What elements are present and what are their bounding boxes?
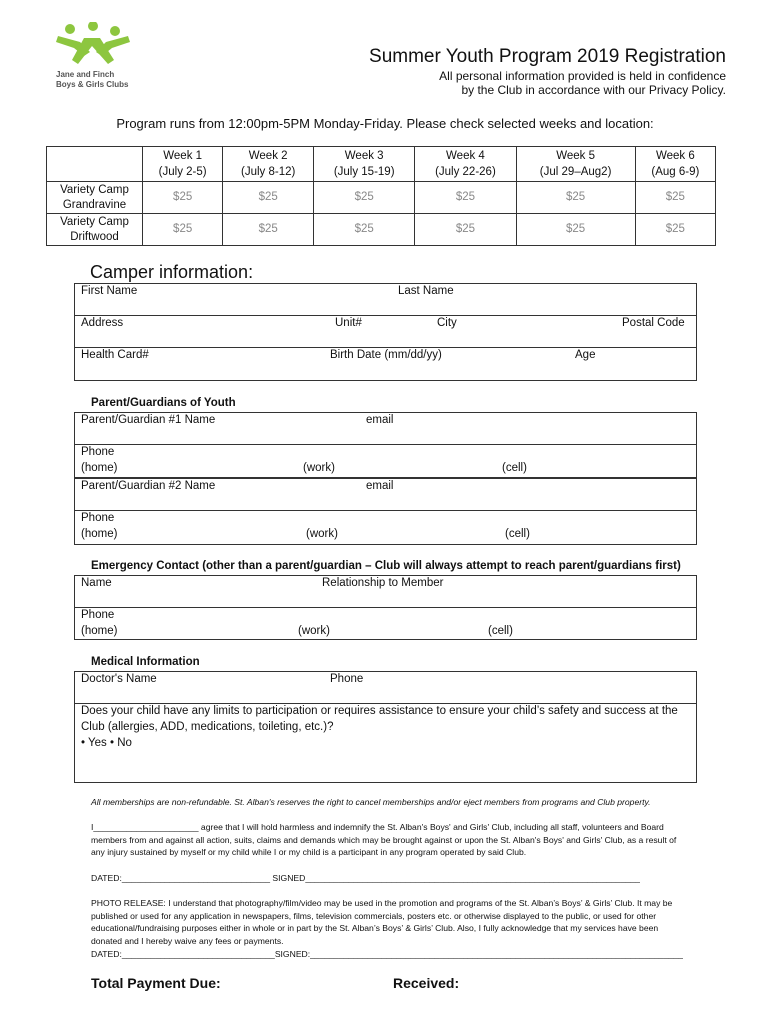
divider bbox=[74, 510, 697, 511]
doctor-phone-field[interactable]: Phone bbox=[330, 673, 364, 685]
total-payment-label: Total Payment Due: bbox=[91, 975, 221, 991]
emergency-home-phone-field[interactable]: (home) bbox=[81, 625, 118, 637]
week-2-header: Week 2 (July 8-12) bbox=[223, 147, 314, 182]
emergency-cell-phone-field[interactable]: (cell) bbox=[488, 625, 513, 637]
postal-code-field[interactable]: Postal Code bbox=[622, 317, 685, 329]
guardian-2-phone-label: Phone bbox=[81, 512, 115, 524]
price-cell[interactable]: $25 bbox=[314, 214, 415, 246]
week-6-header: Week 6 (Aug 6-9) bbox=[635, 147, 715, 182]
price-cell[interactable]: $25 bbox=[635, 182, 715, 214]
non-refundable-note: All memberships are non-refundable. St. Alban's reserves the right to cancel memberships and/or eject members from programs and Club property. bbox=[91, 797, 651, 807]
guardian-2-cell-phone-field[interactable]: (cell) bbox=[505, 528, 530, 540]
medical-question-line-1: Does your child have any limits to participation or requires assistance to ensure your child’s safety and success at the bbox=[81, 705, 678, 717]
logo-line-2: Boys & Girls Clubs bbox=[56, 80, 129, 89]
emergency-heading: Emergency Contact (other than a parent/guardian – Club will always attempt to reach parent/guardians first) bbox=[91, 560, 681, 572]
guardian-2-work-phone-field[interactable]: (work) bbox=[306, 528, 338, 540]
price-cell[interactable]: $25 bbox=[143, 182, 223, 214]
city-field[interactable]: City bbox=[437, 317, 457, 329]
guardian-1-name-field[interactable]: Parent/Guardian #1 Name bbox=[81, 414, 216, 426]
waiver-text: I______________________ agree that I will hold harmless and indemnify the St. Alban's Boys' and Girls' Club, including all staff, volunteers and Board members from and against all action, suits, claims and demands which may be brought against or upon the St. Alban's Boys' and Girls' Club, as a result of any injury sustained by myself or my child while I or my child is a participant in any program operated by said Club. bbox=[91, 822, 677, 857]
health-card-field[interactable]: Health Card# bbox=[81, 349, 149, 361]
weeks-header-row bbox=[47, 147, 716, 182]
week-5-header: Week 5 (Jul 29–Aug2) bbox=[516, 147, 635, 182]
divider bbox=[74, 703, 697, 704]
week-1-header: Week 1 (July 2-5) bbox=[143, 147, 223, 182]
received-label: Received: bbox=[393, 975, 460, 991]
divider bbox=[74, 444, 697, 445]
emergency-phone-label: Phone bbox=[81, 609, 115, 621]
driftwood-row bbox=[47, 214, 716, 246]
unit-field[interactable]: Unit# bbox=[335, 317, 362, 329]
camper-info-box bbox=[74, 283, 697, 381]
form-title: Summer Youth Program 2019 Registration bbox=[369, 46, 726, 67]
divider bbox=[74, 607, 697, 608]
guardian-1-phone-label: Phone bbox=[81, 446, 115, 458]
guardian-2-home-phone-field[interactable]: (home) bbox=[81, 528, 118, 540]
yes-no-options[interactable]: • Yes • No bbox=[81, 737, 132, 749]
divider bbox=[74, 477, 697, 479]
medical-question-line-2: Club (allergies, ADD, medications, toileting, etc.)? bbox=[81, 721, 334, 733]
guardian-1-work-phone-field[interactable]: (work) bbox=[303, 462, 335, 474]
first-name-field[interactable]: First Name bbox=[81, 285, 138, 297]
week-3-header: Week 3 (July 15-19) bbox=[314, 147, 415, 182]
weeks-table bbox=[46, 146, 716, 246]
price-cell[interactable]: $25 bbox=[415, 182, 516, 214]
doctor-name-field[interactable]: Doctor's Name bbox=[81, 673, 157, 685]
photo-release-text: PHOTO RELEASE: I understand that photography/film/video may be used in the promotion and programs of the St. Alban’s Boys’ & Girls’ Club. It may be published or used for any application in newspapers, films, television commercials, posters etc. or otherwise displayed to the public, or used for other educational/fundraising purposes either in whole or in part by the St. Alban’s Boys’ & Girls’ Club. Also, I fully acknowledge that my services have been donated and I hereby waive any fees or payments. bbox=[91, 898, 673, 946]
medical-heading: Medical Information bbox=[91, 656, 200, 668]
emergency-relationship-field[interactable]: Relationship to Member bbox=[322, 577, 444, 589]
price-cell[interactable]: $25 bbox=[635, 214, 715, 246]
camper-info-heading: Camper information: bbox=[90, 262, 254, 282]
logo-line-1: Jane and Finch bbox=[56, 70, 115, 79]
guardian-1-home-phone-field[interactable]: (home) bbox=[81, 462, 118, 474]
price-cell[interactable]: $25 bbox=[516, 214, 635, 246]
privacy-note-line-2: by the Club in accordance with our Privacy Policy. bbox=[461, 83, 726, 97]
divider bbox=[74, 347, 697, 348]
price-cell[interactable]: $25 bbox=[415, 214, 516, 246]
guardians-heading: Parent/Guardians of Youth bbox=[91, 397, 236, 409]
price-cell[interactable]: $25 bbox=[223, 182, 314, 214]
dated-signed-line-2[interactable]: DATED:________________________________SIGNED:______________________________________________________________________________ bbox=[91, 949, 683, 959]
address-field[interactable]: Address bbox=[81, 317, 124, 329]
program-runs-text: Program runs from 12:00pm-5PM Monday-Friday. Please check selected weeks and location: bbox=[116, 116, 654, 131]
price-cell[interactable]: $25 bbox=[143, 214, 223, 246]
club-logo bbox=[54, 22, 149, 90]
location-label: Variety Camp Grandravine bbox=[47, 182, 143, 214]
location-label: Variety Camp Driftwood bbox=[47, 214, 143, 246]
guardian-1-cell-phone-field[interactable]: (cell) bbox=[502, 462, 527, 474]
guardian-1-email-field[interactable]: email bbox=[366, 414, 394, 426]
emergency-work-phone-field[interactable]: (work) bbox=[298, 625, 330, 637]
price-cell[interactable]: $25 bbox=[516, 182, 635, 214]
week-4-header: Week 4 (July 22-26) bbox=[415, 147, 516, 182]
emergency-name-field[interactable]: Name bbox=[81, 577, 112, 589]
guardian-2-email-field[interactable]: email bbox=[366, 480, 394, 492]
dated-signed-line-1[interactable]: DATED:_______________________________ SIGNED______________________________________________________________________ bbox=[91, 873, 640, 883]
privacy-note bbox=[346, 69, 726, 97]
table-corner-cell bbox=[47, 147, 143, 182]
birth-date-field[interactable]: Birth Date (mm/dd/yy) bbox=[330, 349, 442, 361]
price-cell[interactable]: $25 bbox=[223, 214, 314, 246]
privacy-note-line-1: All personal information provided is held in confidence bbox=[439, 69, 726, 83]
last-name-field[interactable]: Last Name bbox=[398, 285, 454, 297]
grandravine-row bbox=[47, 182, 716, 214]
age-field[interactable]: Age bbox=[575, 349, 596, 361]
guardian-2-name-field[interactable]: Parent/Guardian #2 Name bbox=[81, 480, 216, 492]
club-logo-icon bbox=[54, 22, 132, 68]
divider bbox=[74, 315, 697, 316]
price-cell[interactable]: $25 bbox=[314, 182, 415, 214]
